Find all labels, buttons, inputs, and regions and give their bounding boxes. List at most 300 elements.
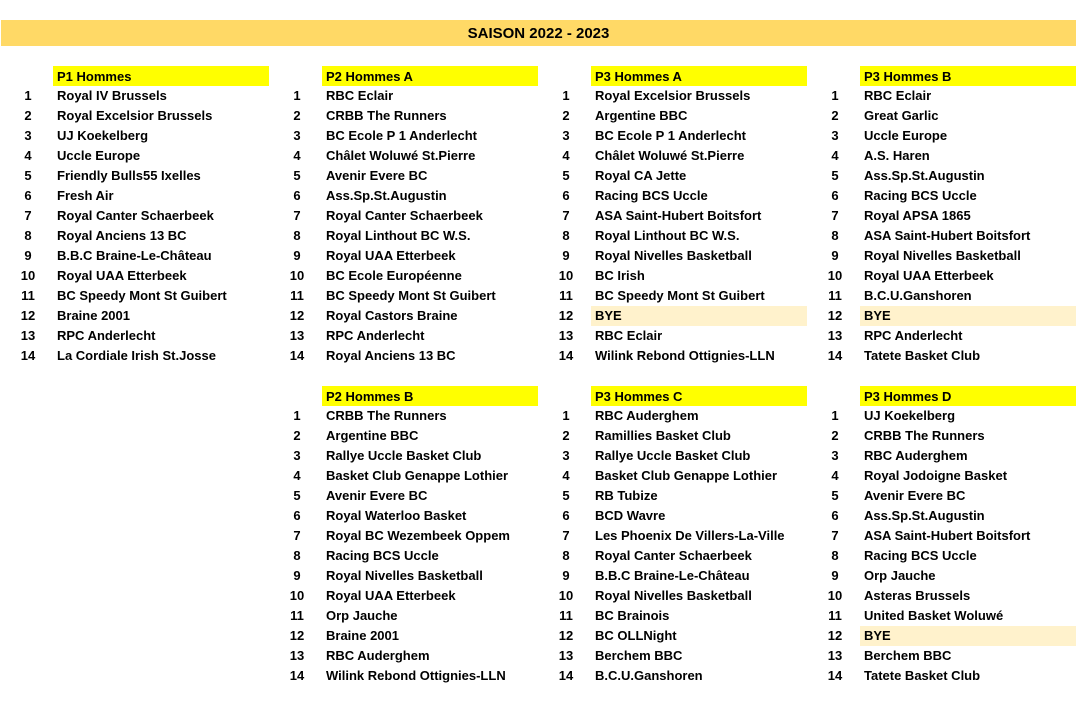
team-rank: 10 <box>558 588 574 603</box>
team-rank: 12 <box>827 308 843 323</box>
team-rank: 1 <box>293 88 301 103</box>
team-row <box>556 646 826 666</box>
team-name: Royal Anciens 13 BC <box>326 348 456 363</box>
league-header <box>825 386 1077 406</box>
team-rank: 6 <box>831 508 839 523</box>
team-row <box>556 486 826 506</box>
team-name: BYE <box>860 306 1076 326</box>
team-row <box>825 506 1077 526</box>
team-row <box>825 266 1077 286</box>
team-rank: 2 <box>831 108 839 123</box>
team-row <box>556 446 826 466</box>
team-rank: 6 <box>831 188 839 203</box>
team-name: Uccle Europe <box>57 148 141 163</box>
team-name: Royal Canter Schaerbeek <box>57 208 214 223</box>
team-name: BC Brainois <box>595 608 670 623</box>
team-rank: 9 <box>293 568 301 583</box>
team-row <box>556 166 826 186</box>
team-name: Royal UAA Etterbeek <box>326 248 456 263</box>
team-row <box>287 186 557 206</box>
team-rank: 4 <box>24 148 32 163</box>
team-row <box>18 186 288 206</box>
team-rank: 3 <box>24 128 32 143</box>
team-rank: 8 <box>831 548 839 563</box>
team-name: Royal Waterloo Basket <box>326 508 467 523</box>
team-rank: 8 <box>293 548 301 563</box>
team-name: BC Ecole Européenne <box>326 268 462 283</box>
team-name: Avenir Evere BC <box>326 488 428 503</box>
team-name: Châlet Woluwé St.Pierre <box>595 148 745 163</box>
team-row <box>825 606 1077 626</box>
team-name: Racing BCS Uccle <box>864 548 977 563</box>
team-name: RB Tubize <box>595 488 658 503</box>
team-row <box>287 606 557 626</box>
season-title: SAISON 2022 - 2023 <box>1 20 1076 46</box>
team-row <box>825 246 1077 266</box>
team-name: Ass.Sp.St.Augustin <box>864 168 985 183</box>
team-row <box>556 666 826 686</box>
league-p2a <box>287 66 557 366</box>
team-row <box>287 646 557 666</box>
team-name: United Basket Woluwé <box>864 608 1004 623</box>
team-rank: 7 <box>24 208 32 223</box>
team-name: La Cordiale Irish St.Josse <box>57 348 216 363</box>
team-rank: 11 <box>828 608 842 623</box>
team-rank: 2 <box>293 108 301 123</box>
team-name: Royal Nivelles Basketball <box>326 568 483 583</box>
team-name: RPC Anderlecht <box>57 328 156 343</box>
team-rank: 10 <box>289 588 305 603</box>
team-rank: 4 <box>831 148 839 163</box>
team-rank: 11 <box>21 288 35 303</box>
team-rank: 4 <box>831 468 839 483</box>
team-name: RBC Auderghem <box>595 408 699 423</box>
team-row <box>287 346 557 366</box>
team-row <box>556 586 826 606</box>
team-name: BC OLLNight <box>595 628 677 643</box>
team-name: Orp Jauche <box>864 568 936 583</box>
team-row <box>18 126 288 146</box>
team-name: UJ Koekelberg <box>864 408 956 423</box>
team-rank: 9 <box>562 248 570 263</box>
team-rank: 7 <box>562 528 570 543</box>
team-row <box>825 166 1077 186</box>
team-name: Royal Linthout BC W.S. <box>595 228 740 243</box>
bye-row <box>825 626 1077 646</box>
team-row <box>556 466 826 486</box>
team-name: CRBB The Runners <box>326 408 447 423</box>
team-rank: 13 <box>827 328 843 343</box>
team-name: CRBB The Runners <box>864 428 985 443</box>
team-rank: 4 <box>562 468 570 483</box>
team-row <box>18 326 288 346</box>
league-header <box>556 386 826 406</box>
team-row <box>825 86 1077 106</box>
team-rank: 9 <box>293 248 301 263</box>
team-row <box>825 486 1077 506</box>
team-rank: 4 <box>562 148 570 163</box>
team-rank: 5 <box>293 488 301 503</box>
team-name: Avenir Evere BC <box>864 488 966 503</box>
team-rank: 13 <box>289 328 305 343</box>
team-row <box>556 266 826 286</box>
team-rank: 9 <box>24 248 32 263</box>
team-rank: 11 <box>290 288 304 303</box>
team-row <box>825 286 1077 306</box>
team-rank: 11 <box>559 608 573 623</box>
team-row <box>556 86 826 106</box>
team-rank: 2 <box>293 428 301 443</box>
team-name: Braine 2001 <box>326 628 399 643</box>
team-name: Orp Jauche <box>326 608 398 623</box>
team-rank: 4 <box>293 148 301 163</box>
team-name: Asteras Brussels <box>864 588 971 603</box>
team-rank: 8 <box>24 228 32 243</box>
team-row <box>287 446 557 466</box>
league-header <box>287 66 557 86</box>
team-rank: 14 <box>558 668 574 683</box>
team-rank: 13 <box>20 328 36 343</box>
league-p3a <box>556 66 826 366</box>
team-row <box>287 106 557 126</box>
league-p3c <box>556 386 826 686</box>
team-row <box>825 106 1077 126</box>
team-name: RBC Eclair <box>595 328 663 343</box>
team-name: Royal Nivelles Basketball <box>864 248 1021 263</box>
team-row <box>18 106 288 126</box>
team-rank: 1 <box>24 88 32 103</box>
team-row <box>556 546 826 566</box>
team-name: BC Ecole P 1 Anderlecht <box>595 128 746 143</box>
team-rank: 8 <box>831 228 839 243</box>
team-row <box>825 566 1077 586</box>
team-rank: 13 <box>558 648 574 663</box>
team-row <box>556 346 826 366</box>
team-rank: 10 <box>827 268 843 283</box>
team-row <box>556 246 826 266</box>
team-rank: 11 <box>559 288 573 303</box>
team-name: Basket Club Genappe Lothier <box>595 468 778 483</box>
team-rank: 1 <box>293 408 301 423</box>
team-name: Royal APSA 1865 <box>864 208 971 223</box>
team-name: Royal UAA Etterbeek <box>326 588 456 603</box>
team-name: RPC Anderlecht <box>864 328 963 343</box>
team-name: Châlet Woluwé St.Pierre <box>326 148 476 163</box>
team-row <box>287 146 557 166</box>
team-name: Royal Linthout BC W.S. <box>326 228 471 243</box>
team-rank: 3 <box>562 448 570 463</box>
team-row <box>287 306 557 326</box>
league-title: P2 Hommes B <box>322 386 538 406</box>
team-rank: 7 <box>293 208 301 223</box>
team-name: BC Irish <box>595 268 645 283</box>
team-name: UJ Koekelberg <box>57 128 149 143</box>
team-row <box>287 626 557 646</box>
team-name: Rallye Uccle Basket Club <box>595 448 751 463</box>
team-row <box>556 566 826 586</box>
team-name: ASA Saint-Hubert Boitsfort <box>595 208 762 223</box>
team-name: BC Speedy Mont St Guibert <box>57 288 227 303</box>
team-name: Wilink Rebond Ottignies-LLN <box>595 348 775 363</box>
team-row <box>18 306 288 326</box>
team-name: Ass.Sp.St.Augustin <box>326 188 447 203</box>
team-row <box>287 246 557 266</box>
league-p2b <box>287 386 557 686</box>
team-rank: 3 <box>293 448 301 463</box>
team-name: B.C.U.Ganshoren <box>864 288 972 303</box>
team-row <box>287 566 557 586</box>
team-row <box>18 166 288 186</box>
team-rank: 2 <box>562 428 570 443</box>
team-row <box>556 126 826 146</box>
team-name: Royal Jodoigne Basket <box>864 468 1008 483</box>
team-row <box>287 206 557 226</box>
team-name: Basket Club Genappe Lothier <box>326 468 509 483</box>
team-rank: 13 <box>289 648 305 663</box>
team-rank: 12 <box>20 308 36 323</box>
team-name: RBC Eclair <box>326 88 394 103</box>
team-rank: 14 <box>289 668 305 683</box>
team-row <box>825 466 1077 486</box>
team-rank: 14 <box>20 348 36 363</box>
team-name: Tatete Basket Club <box>864 668 981 683</box>
team-row <box>556 286 826 306</box>
team-name: Royal IV Brussels <box>57 88 167 103</box>
team-rank: 6 <box>293 508 301 523</box>
team-name: ASA Saint-Hubert Boitsfort <box>864 528 1031 543</box>
team-name: RBC Auderghem <box>864 448 968 463</box>
team-row <box>18 86 288 106</box>
team-name: Berchem BBC <box>864 648 952 663</box>
team-row <box>825 666 1077 686</box>
team-rank: 13 <box>827 648 843 663</box>
team-rank: 3 <box>293 128 301 143</box>
team-row <box>287 86 557 106</box>
team-row <box>556 206 826 226</box>
team-rank: 5 <box>293 168 301 183</box>
team-name: B.C.U.Ganshoren <box>595 668 703 683</box>
team-row <box>556 526 826 546</box>
team-row <box>287 226 557 246</box>
team-rank: 9 <box>831 568 839 583</box>
team-rank: 7 <box>831 208 839 223</box>
team-name: Royal UAA Etterbeek <box>864 268 994 283</box>
league-header <box>556 66 826 86</box>
team-name: Uccle Europe <box>864 128 948 143</box>
team-row <box>18 146 288 166</box>
team-row <box>825 346 1077 366</box>
team-rank: 9 <box>831 248 839 263</box>
team-name: Avenir Evere BC <box>326 168 428 183</box>
team-rank: 8 <box>293 228 301 243</box>
league-p1 <box>18 66 288 366</box>
team-row <box>825 586 1077 606</box>
team-name: BYE <box>860 626 1076 646</box>
team-rank: 6 <box>293 188 301 203</box>
league-title: P3 Hommes A <box>591 66 807 86</box>
team-name: Argentine BBC <box>595 108 688 123</box>
team-row <box>287 266 557 286</box>
team-row <box>287 466 557 486</box>
team-rank: 4 <box>293 468 301 483</box>
team-name: RBC Eclair <box>864 88 932 103</box>
team-name: B.B.C Braine-Le-Château <box>595 568 750 583</box>
team-name: ASA Saint-Hubert Boitsfort <box>864 228 1031 243</box>
league-header <box>287 386 557 406</box>
team-rank: 10 <box>827 588 843 603</box>
team-row <box>287 546 557 566</box>
team-rank: 14 <box>289 348 305 363</box>
team-rank: 11 <box>828 288 842 303</box>
team-row <box>287 126 557 146</box>
league-p3d <box>825 386 1077 686</box>
team-rank: 12 <box>558 308 574 323</box>
team-name: RPC Anderlecht <box>326 328 425 343</box>
team-name: BC Ecole P 1 Anderlecht <box>326 128 477 143</box>
team-name: Royal Nivelles Basketball <box>595 248 752 263</box>
team-name: Royal Canter Schaerbeek <box>595 548 752 563</box>
bye-row <box>556 306 826 326</box>
team-name: Racing BCS Uccle <box>595 188 708 203</box>
team-row <box>18 226 288 246</box>
team-name: BC Speedy Mont St Guibert <box>595 288 765 303</box>
team-rank: 1 <box>831 408 839 423</box>
bye-row <box>825 306 1077 326</box>
team-name: Royal Nivelles Basketball <box>595 588 752 603</box>
team-name: Wilink Rebond Ottignies-LLN <box>326 668 506 683</box>
team-row <box>825 526 1077 546</box>
league-title: P2 Hommes A <box>322 66 538 86</box>
team-name: Argentine BBC <box>326 428 419 443</box>
team-name: Racing BCS Uccle <box>326 548 439 563</box>
team-rank: 8 <box>562 228 570 243</box>
team-name: B.B.C Braine-Le-Château <box>57 248 212 263</box>
team-rank: 14 <box>827 348 843 363</box>
team-rank: 12 <box>827 628 843 643</box>
team-name: A.S. Haren <box>864 148 930 163</box>
team-rank: 5 <box>24 168 32 183</box>
team-name: Racing BCS Uccle <box>864 188 977 203</box>
team-row <box>287 486 557 506</box>
league-title: P3 Hommes C <box>591 386 807 406</box>
team-row <box>287 426 557 446</box>
team-name: Ass.Sp.St.Augustin <box>864 508 985 523</box>
team-rank: 12 <box>289 308 305 323</box>
team-row <box>825 426 1077 446</box>
team-row <box>287 526 557 546</box>
team-name: Braine 2001 <box>57 308 130 323</box>
team-rank: 6 <box>562 188 570 203</box>
team-row <box>825 206 1077 226</box>
team-name: CRBB The Runners <box>326 108 447 123</box>
team-name: Les Phoenix De Villers-La-Ville <box>595 528 785 543</box>
team-row <box>556 606 826 626</box>
team-rank: 1 <box>562 88 570 103</box>
team-name: Fresh Air <box>57 188 114 203</box>
team-name: Tatete Basket Club <box>864 348 981 363</box>
team-rank: 1 <box>831 88 839 103</box>
team-name: RBC Auderghem <box>326 648 430 663</box>
team-rank: 3 <box>831 448 839 463</box>
team-rank: 7 <box>831 528 839 543</box>
league-header <box>825 66 1077 86</box>
league-header <box>18 66 288 86</box>
team-name: Friendly Bulls55 Ixelles <box>57 168 201 183</box>
team-row <box>18 286 288 306</box>
team-name: BCD Wavre <box>595 508 666 523</box>
team-rank: 13 <box>558 328 574 343</box>
team-row <box>825 406 1077 426</box>
team-row <box>825 126 1077 146</box>
team-name: Royal UAA Etterbeek <box>57 268 187 283</box>
team-row <box>287 286 557 306</box>
team-rank: 14 <box>558 348 574 363</box>
team-row <box>287 326 557 346</box>
team-row <box>825 546 1077 566</box>
team-row <box>556 406 826 426</box>
league-title: P3 Hommes D <box>860 386 1076 406</box>
team-row <box>18 266 288 286</box>
team-rank: 2 <box>24 108 32 123</box>
team-row <box>556 106 826 126</box>
team-rank: 10 <box>289 268 305 283</box>
team-rank: 5 <box>562 488 570 503</box>
league-p3b <box>825 66 1077 366</box>
team-row <box>18 346 288 366</box>
team-rank: 5 <box>831 488 839 503</box>
team-row <box>556 326 826 346</box>
team-row <box>18 206 288 226</box>
team-rank: 5 <box>562 168 570 183</box>
team-row <box>556 626 826 646</box>
team-row <box>556 186 826 206</box>
team-name: BC Speedy Mont St Guibert <box>326 288 496 303</box>
team-row <box>287 666 557 686</box>
team-name: BYE <box>591 306 807 326</box>
team-rank: 2 <box>831 428 839 443</box>
team-name: Royal Anciens 13 BC <box>57 228 187 243</box>
team-rank: 10 <box>20 268 36 283</box>
team-row <box>287 586 557 606</box>
team-name: Royal Excelsior Brussels <box>57 108 213 123</box>
team-rank: 7 <box>562 208 570 223</box>
team-rank: 12 <box>289 628 305 643</box>
team-row <box>825 646 1077 666</box>
team-rank: 10 <box>558 268 574 283</box>
team-name: Great Garlic <box>864 108 939 123</box>
team-rank: 11 <box>290 608 304 623</box>
team-row <box>556 426 826 446</box>
team-row <box>825 186 1077 206</box>
team-row <box>825 326 1077 346</box>
team-row <box>556 226 826 246</box>
team-rank: 9 <box>562 568 570 583</box>
team-name: Royal CA Jette <box>595 168 687 183</box>
team-name: Rallye Uccle Basket Club <box>326 448 482 463</box>
team-rank: 3 <box>831 128 839 143</box>
team-rank: 12 <box>558 628 574 643</box>
team-rank: 6 <box>562 508 570 523</box>
team-name: Royal Canter Schaerbeek <box>326 208 483 223</box>
team-name: Royal BC Wezembeek Oppem <box>326 528 510 543</box>
team-row <box>287 166 557 186</box>
league-title: P3 Hommes B <box>860 66 1076 86</box>
team-rank: 8 <box>562 548 570 563</box>
team-name: Berchem BBC <box>595 648 683 663</box>
team-name: Royal Castors Braine <box>326 308 458 323</box>
league-title: P1 Hommes <box>53 66 269 86</box>
team-row <box>825 226 1077 246</box>
